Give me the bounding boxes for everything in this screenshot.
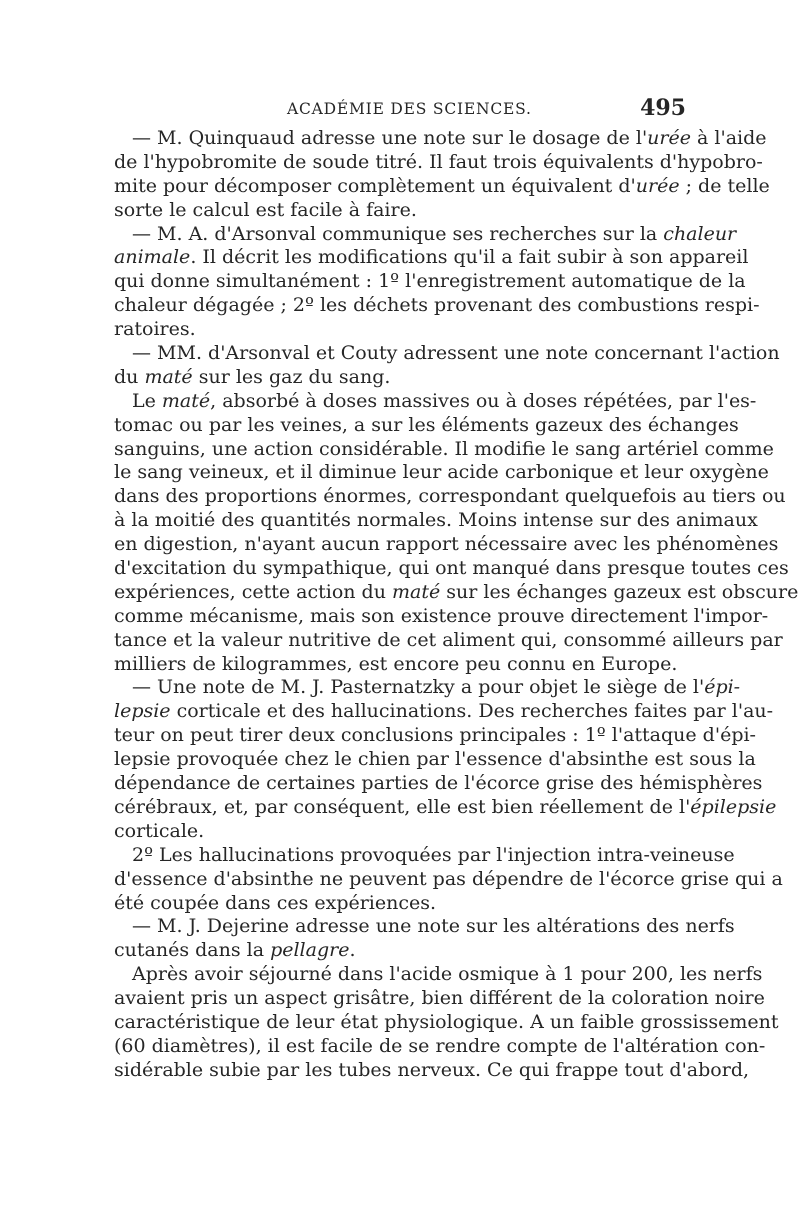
text-line	[114, 270, 746, 294]
text-run: Après avoir séjourné dans l'acide osmique à 1 pour 200, les nerfs	[132, 963, 763, 986]
text-line	[114, 461, 769, 485]
page-number: 495	[640, 95, 686, 121]
text-run: corticale et des hallucinations. Des recherches faites par l'au-	[170, 700, 774, 723]
text-line	[114, 199, 684, 223]
text-line	[114, 366, 684, 390]
text-line	[114, 939, 684, 963]
text-line	[114, 389, 757, 414]
italic-term: épi-	[704, 676, 741, 699]
text-run: . Il décrit les modifications qu'il a fait subir à son appareil	[190, 246, 749, 269]
text-run: ratoires.	[114, 318, 196, 341]
text-run: — MM. d'Arsonval et Couty adressent une note concernant l'action	[132, 342, 780, 365]
text-run: expériences, cette action du	[114, 580, 392, 603]
text-run: d'essence d'absinthe ne peuvent pas dépendre de l'écorce grise qui a	[114, 867, 783, 890]
text-run: dans des proportions énormes, correspondant quelquefois au tiers ou	[114, 485, 786, 508]
text-run: lepsie provoquée chez le chien par l'essence d'absinthe est sous la	[114, 748, 756, 771]
text-run: sidérable subie par les tubes nerveux. Ce qui frappe tout d'abord,	[114, 1058, 750, 1081]
text-run: avaient pris un aspect grisâtre, bien différent de la coloration noire	[114, 987, 765, 1010]
text-run: tance et la valeur nutritive de cet aliment qui, consommé ailleurs par	[114, 628, 783, 651]
text-run: de l'hypobromite de soude titré. Il faut trois équivalents d'hypobro-	[114, 150, 763, 173]
italic-term: lepsie	[114, 700, 171, 723]
text-line	[114, 437, 774, 462]
text-line	[114, 772, 763, 796]
text-line	[114, 795, 777, 820]
text-line	[114, 892, 684, 916]
text-run: — M. J. Dejerine adresse une note sur les altérations des nerfs	[132, 915, 735, 938]
text-run: caractéristique de leur état physiologique. A un faible grossissement	[114, 1010, 779, 1033]
text-run: 2º Les hallucinations provoquées par l'injection intra-veineuse	[132, 843, 735, 866]
text-line	[114, 820, 684, 844]
text-line	[114, 342, 780, 366]
italic-term: urée	[635, 174, 680, 197]
text-line	[114, 700, 774, 724]
text-run: à la moitié des quantités normales. Moins intense sur des animaux	[114, 509, 758, 532]
text-line	[114, 533, 779, 557]
text-run: du	[114, 365, 145, 388]
text-run: sanguins, une action considérable. Il modifie le sang artériel comme	[114, 437, 774, 460]
text-line	[114, 867, 783, 892]
text-run: mite pour décomposer complètement un équivalent d'	[114, 174, 636, 197]
text-line	[114, 557, 789, 581]
text-line	[114, 1034, 766, 1059]
italic-term: chaleur	[663, 222, 737, 245]
italic-term: maté	[392, 580, 441, 603]
text-run: corticale.	[114, 819, 205, 842]
text-line	[114, 963, 763, 987]
running-title: ACADÉMIE DES SCIENCES.	[287, 100, 532, 118]
text-line	[114, 174, 770, 199]
text-run: Le	[132, 389, 162, 412]
text-run: — M. A. d'Arsonval communique ses recherches sur la	[132, 222, 664, 245]
text-run: qui donne simultanément : 1º l'enregistrement automatique de la	[114, 270, 746, 293]
text-line	[114, 676, 741, 700]
text-run: comme mécanisme, mais son existence prouve directement l'impor-	[114, 604, 769, 627]
text-run: d'excitation du sympathique, qui ont manqué dans presque toutes ces	[114, 557, 789, 580]
text-line	[114, 1058, 750, 1083]
text-line	[114, 628, 783, 653]
text-run: en digestion, n'ayant aucun rapport nécessaire avec les phénomènes	[114, 533, 779, 556]
text-run: à l'aide	[690, 127, 767, 149]
text-run: cutanés dans la	[114, 939, 271, 962]
text-run: milliers de kilogrammes, est encore peu connu en Europe.	[114, 652, 678, 675]
text-line	[114, 748, 756, 772]
italic-term: maté	[161, 389, 211, 412]
text-run: — Une note de M. J. Pasternatzky a pour objet le siège de l'	[132, 676, 705, 699]
text-line	[114, 915, 735, 939]
italic-term: urée	[647, 127, 691, 149]
text-line	[114, 413, 739, 438]
italic-term: pellagre	[270, 939, 350, 962]
text-run: chaleur dégagée ; 2º les déchets provenant des combustions respi-	[114, 294, 760, 317]
text-line	[114, 222, 737, 247]
text-run: le sang veineux, et il diminue leur acide carbonique et leur oxygène	[114, 461, 769, 484]
text-run: dépendance de certaines parties de l'écorce grise des hémisphères	[114, 772, 763, 795]
text-line	[114, 1010, 779, 1035]
text-line	[114, 127, 767, 151]
text-line	[114, 318, 684, 342]
text-run: sur les échanges gazeux est obscure	[440, 580, 799, 603]
body-text	[114, 127, 799, 1083]
text-run: cérébraux, et, par conséquent, elle est bien réellement de l'	[114, 795, 691, 818]
text-run: teur on peut tirer deux conclusions principales : 1º l'attaque d'épi-	[114, 724, 756, 747]
text-run: sorte le calcul est facile à faire.	[114, 198, 417, 221]
text-line	[114, 509, 758, 533]
text-run: tomac ou par les veines, a sur les éléments gazeux des échanges	[114, 413, 739, 436]
text-run: — M. Quinquaud adresse une note sur le dosage de l'	[132, 127, 648, 149]
text-line	[114, 485, 786, 509]
text-run: .	[349, 939, 356, 962]
text-line	[114, 724, 756, 748]
text-run: été coupée dans ces expériences.	[114, 891, 437, 914]
text-line	[114, 843, 735, 868]
text-line	[114, 653, 684, 677]
text-line	[114, 580, 799, 605]
text-line	[114, 246, 749, 270]
text-run: , absorbé à doses massives ou à doses répétées, par l'es-	[210, 389, 757, 412]
text-line	[114, 150, 763, 175]
text-line	[114, 604, 769, 629]
italic-term: épilepsie	[690, 795, 777, 818]
text-run: (60 diamètres), il est facile de se rendre compte de l'altération con-	[114, 1034, 766, 1057]
text-run: ; de telle	[679, 174, 770, 197]
italic-term: maté	[144, 365, 193, 388]
text-line	[114, 294, 760, 318]
text-run: sur les gaz du sang.	[192, 365, 391, 388]
page-header	[112, 96, 686, 126]
text-line	[114, 987, 765, 1011]
italic-term: animale	[114, 246, 191, 269]
